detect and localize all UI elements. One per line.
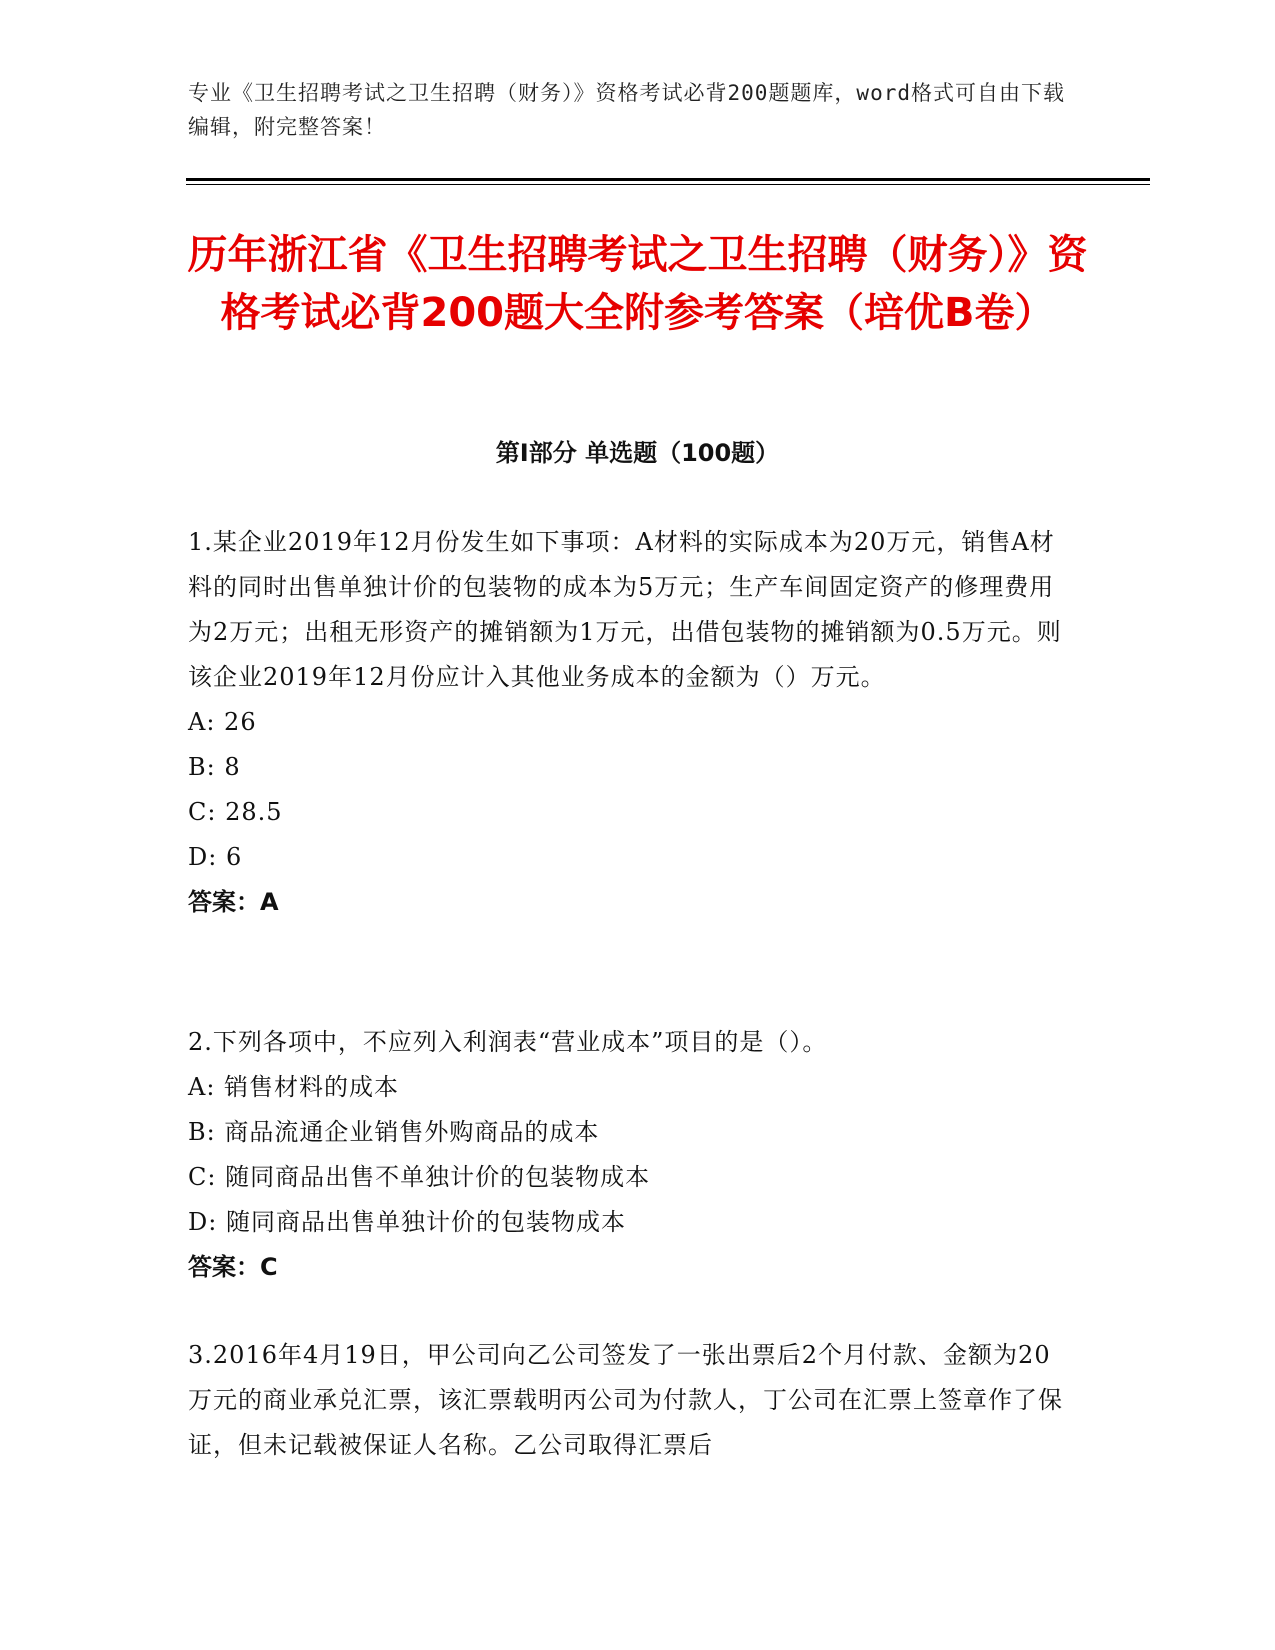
section-heading: 第Ⅰ部分 单选题（100题） xyxy=(495,439,780,467)
option-c: C: 随同商品出售不单独计价的包装物成本 xyxy=(188,1163,651,1191)
option-d: D: 6 xyxy=(188,843,243,871)
header-note: 专业《卫生招聘考试之卫生招聘（财务）》资格考试必背200题题库，word格式可自由下载编辑，附完整答案！ xyxy=(188,81,1065,139)
answer: 答案：C xyxy=(188,1253,278,1281)
option-b: B: 8 xyxy=(188,753,241,781)
question-text: 2.下列各项中，不应列入利润表“营业成本”项目的是（）。 xyxy=(188,1028,828,1056)
option-d: D: 随同商品出售单独计价的包装物成本 xyxy=(188,1208,626,1236)
header-rule-thick xyxy=(186,178,1150,181)
option-a: A: 26 xyxy=(188,708,257,736)
question-1 xyxy=(188,520,1068,925)
question-text: 1.某企业2019年12月份发生如下事项：A材料的实际成本为20万元，销售A材料的同时出售单独计价的包装物的成本为5万元；生产车间固定资产的修理费用为2万元；出租无形资产的摊销额为1万元，出借包装物的摊销额为0.5万元。则该企业2019年12月份应计入其他业务成本的金额为（）万元。 xyxy=(188,528,1062,691)
document-title: 历年浙江省《卫生招聘考试之卫生招聘（财务）》资格考试必背200题大全附参考答案（培优B卷） xyxy=(187,232,1088,336)
option-c: C: 28.5 xyxy=(188,798,283,826)
question-2 xyxy=(188,1020,1068,1290)
option-b: B: 商品流通企业销售外购商品的成本 xyxy=(188,1118,600,1146)
answer: 答案：A xyxy=(188,888,279,916)
header-rule-thin xyxy=(186,184,1150,185)
option-a: A: 销售材料的成本 xyxy=(188,1073,400,1101)
question-text: 3.2016年4月19日，甲公司向乙公司签发了一张出票后2个月付款、金额为20万元的商业承兑汇票，该汇票载明丙公司为付款人，丁公司在汇票上签章作了保证，但未记载被保证人名称。乙公司取得汇票后 xyxy=(188,1341,1063,1459)
question-3 xyxy=(188,1333,1068,1468)
